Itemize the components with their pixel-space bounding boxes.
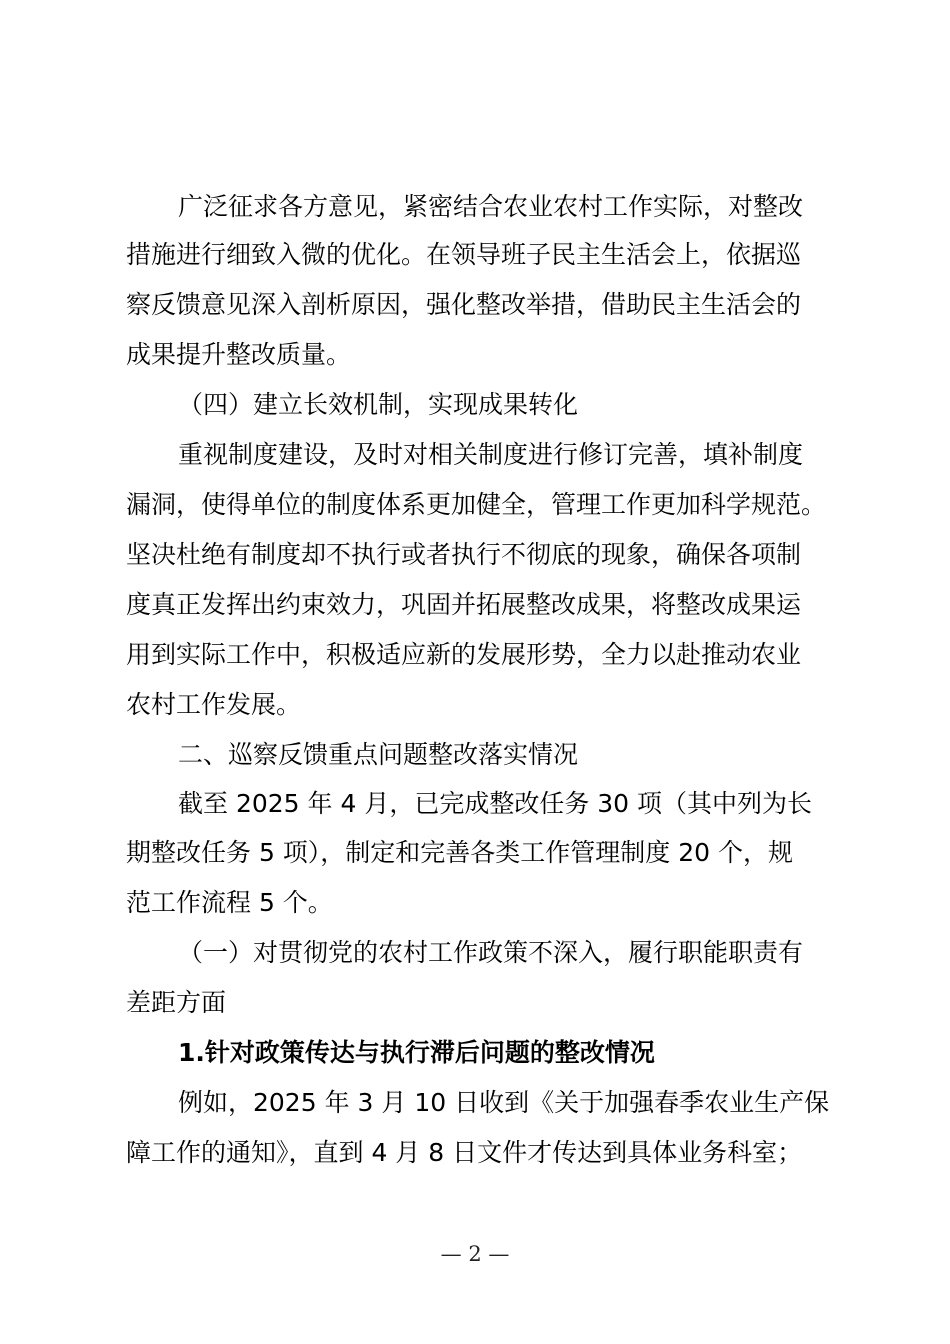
paragraph-line: 范工作流程 5 个。 [126, 888, 333, 917]
paragraph-line: 漏洞，使得单位的制度体系更加健全，管理工作更加科学规范。 [126, 490, 827, 519]
paragraph-line: 截至 2025 年 4 月，已完成整改任务 30 项（其中列为长 [178, 789, 813, 818]
subsection-heading: 1.针对政策传达与执行滞后问题的整改情况 [178, 1038, 655, 1067]
paragraph-line: 用到实际工作中，积极适应新的发展形势，全力以赴推动农业 [126, 640, 802, 669]
paragraph-line: 广泛征求各方意见，紧密结合农业农村工作实际，对整改 [178, 192, 804, 221]
paragraph-line: 例如，2025 年 3 月 10 日收到《关于加强春季农业生产保 [178, 1088, 830, 1117]
paragraph-line: 度真正发挥出约束效力，巩固并拓展整改成果，将整改成果运 [126, 590, 802, 619]
page-number: — 2 — [440, 1242, 510, 1266]
section-heading: （一）对贯彻党的农村工作政策不深入，履行职能职责有 [178, 938, 804, 967]
paragraph-line: 障工作的通知》，直到 4 月 8 日文件才传达到具体业务科室； [126, 1138, 803, 1167]
section-heading: （四）建立长效机制，实现成果转化 [178, 390, 579, 419]
paragraph-line: 期整改任务 5 项），制定和完善各类工作管理制度 20 个，规 [126, 838, 794, 867]
paragraph-line: 察反馈意见深入剖析原因，强化整改举措，借助民主生活会的 [126, 290, 802, 319]
paragraph-line: 坚决杜绝有制度却不执行或者执行不彻底的现象，确保各项制 [126, 540, 802, 569]
paragraph-line: 农村工作发展。 [126, 690, 302, 719]
paragraph-line: 重视制度建设，及时对相关制度进行修订完善，填补制度 [178, 440, 804, 469]
paragraph-line: 成果提升整改质量。 [126, 340, 352, 369]
paragraph-line: 措施进行细致入微的优化。在领导班子民主生活会上，依据巡 [126, 240, 802, 269]
section-heading: 二、巡察反馈重点问题整改落实情况 [178, 740, 579, 769]
section-heading: 差距方面 [126, 988, 227, 1017]
